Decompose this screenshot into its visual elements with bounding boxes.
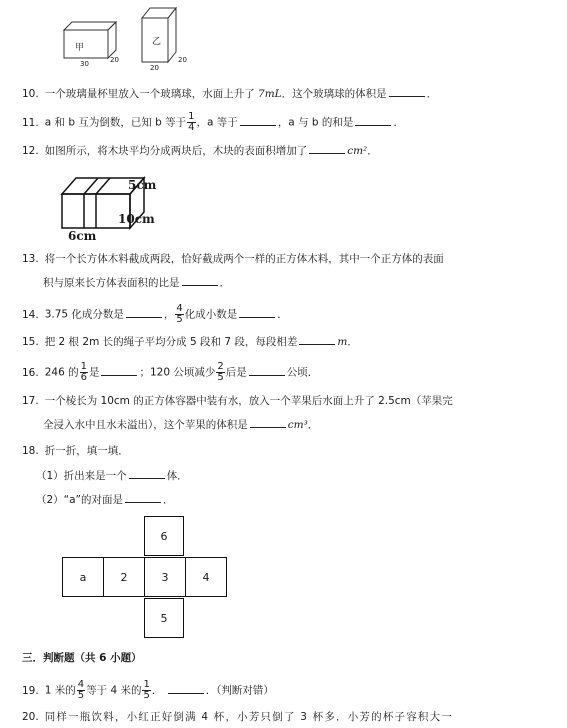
question-18: 18. 折一折，填一填． bbox=[22, 445, 129, 457]
box-jia-dim-b: 20 bbox=[110, 56, 119, 64]
question-11: 11. a 和 b 互为倒数，已知 b 等于 $\frac{1}{4}$ ，a 等于 ，a 与 b 的和是 ． bbox=[22, 111, 404, 133]
fig12-length: 10cm bbox=[118, 212, 155, 226]
fig12-height: 5cm bbox=[128, 178, 157, 192]
question-14: 14. 3.75 化成分数是 ， $\frac{4}{5}$ 化成小数是 ． bbox=[22, 303, 288, 325]
question-15: 15. 把 2 根 2m 长的绳子平均分成 5 段和 7 段，每段相差 m． bbox=[22, 336, 358, 348]
question-18-sub2: （2）“a”的对面是 ． bbox=[36, 494, 174, 506]
answer-blank[interactable] bbox=[126, 307, 162, 318]
question-19: 19. 1 米的 $\frac{4}{5}$ 等于 4 米的 $\frac{1}{5}$ ． ．（判断对错） bbox=[22, 679, 274, 701]
question-18-sub1: （1）折出来是一个 体． bbox=[36, 470, 188, 482]
question-17-line1: 17. 一个棱长为 10cm 的正方体容器中装有水，放入一个苹果后水面上升了 2.5cm（苹果完 bbox=[22, 395, 453, 407]
cube-net bbox=[62, 516, 248, 642]
answer-blank[interactable] bbox=[309, 143, 345, 154]
answer-blank[interactable] bbox=[129, 468, 165, 479]
section-heading: 三．判断题（共 6 小题） bbox=[22, 652, 142, 664]
fraction: $\frac{2}{5}$ bbox=[217, 361, 224, 383]
answer-blank[interactable] bbox=[239, 307, 275, 318]
question-12: 12. 如图所示，将木块平均分成两块后，木块的表面积增加了 cm²． bbox=[22, 145, 378, 157]
net-cell-3: 3 bbox=[144, 557, 186, 597]
fraction: $\frac{4}{5}$ bbox=[77, 679, 85, 701]
question-16: 16. 246 的 $\frac{1}{6}$ 是 ；120 公顷减少 $\frac{2}{5}$ 后是 公顷． bbox=[22, 361, 319, 383]
box-yi bbox=[142, 8, 176, 18]
box-yi-label: 乙 bbox=[152, 37, 162, 47]
answer-blank[interactable] bbox=[389, 86, 425, 97]
question-17-line2: 全浸入水中且水未溢出），这个苹果的体积是 cm³． bbox=[43, 419, 319, 431]
question-13-line2: 积与原来长方体表面积的比是 ． bbox=[43, 277, 230, 289]
top-boxes-figure bbox=[56, 0, 196, 72]
box-yi-dim-a: 20 bbox=[150, 64, 159, 72]
box-jia-label: 甲 bbox=[75, 43, 85, 53]
answer-blank[interactable] bbox=[168, 683, 204, 694]
box-jia bbox=[64, 22, 116, 30]
answer-blank[interactable] bbox=[250, 417, 286, 428]
answer-blank[interactable] bbox=[355, 115, 391, 126]
answer-blank[interactable] bbox=[240, 115, 276, 126]
question-20: 20. 同样一瓶饮料，小红正好倒满 4 杯，小芳只倒了 3 杯多．小芳的杯子容积大一 bbox=[22, 711, 454, 723]
fraction: $\frac{1}{4}$ bbox=[188, 111, 195, 133]
fig12-width: 6cm bbox=[68, 229, 97, 243]
net-cell-bottom: 5 bbox=[144, 598, 184, 638]
net-cell-2: 2 bbox=[103, 557, 145, 597]
answer-blank[interactable] bbox=[182, 275, 218, 286]
answer-blank[interactable] bbox=[125, 492, 161, 503]
answer-blank[interactable] bbox=[249, 365, 285, 376]
net-cell-a: a bbox=[62, 557, 104, 597]
box-jia-dim-a: 30 bbox=[80, 60, 89, 68]
net-cell-top: 6 bbox=[144, 516, 184, 556]
question-10: 10. 一个玻璃量杯里放入一个玻璃球，水面上升了 7mL．这个玻璃球的体积是 ． bbox=[22, 88, 438, 100]
net-cell-4: 4 bbox=[185, 557, 227, 597]
fraction: $\frac{1}{6}$ bbox=[80, 361, 87, 383]
answer-blank[interactable] bbox=[299, 334, 335, 345]
fraction: $\frac{1}{5}$ bbox=[143, 679, 150, 701]
box-yi-dim-b: 20 bbox=[178, 56, 187, 64]
question-13-line1: 13. 将一个长方体木料截成两段，恰好截成两个一样的正方体木料，其中一个正方体的表面 bbox=[22, 253, 444, 265]
answer-blank[interactable] bbox=[101, 365, 137, 376]
fraction: $\frac{4}{5}$ bbox=[176, 303, 183, 325]
